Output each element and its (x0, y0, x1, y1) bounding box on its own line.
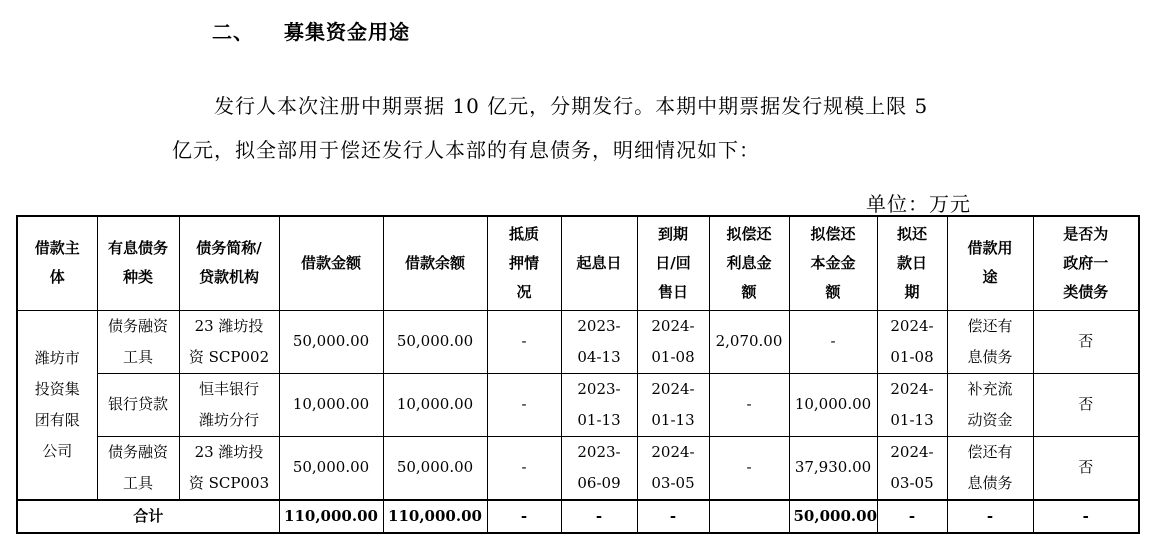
gov-debt-cell: 否 (1033, 373, 1139, 436)
start-date-cell: 2023- 06-09 (561, 436, 637, 500)
debt-name-cell: 23 潍坊投 资 SCP003 (179, 436, 279, 500)
total-collateral: - (487, 500, 561, 533)
total-balance: 110,000.00 (383, 500, 487, 533)
header-cell: 到期 日/回 售日 (637, 216, 709, 310)
use-cell: 偿还有 息债务 (947, 310, 1033, 373)
interest-cell: - (709, 436, 789, 500)
total-repay-date: - (877, 500, 947, 533)
amount-cell: 50,000.00 (279, 310, 383, 373)
table-row (17, 310, 1139, 373)
amount-cell: 10,000.00 (279, 373, 383, 436)
principal-cell: 37,930.00 (789, 436, 877, 500)
header-cell: 借款用 途 (947, 216, 1033, 310)
debt-type-cell: 债务融资 工具 (97, 436, 179, 500)
header-row (17, 216, 1139, 310)
debt-type-cell: 银行贷款 (97, 373, 179, 436)
maturity-date-cell: 2024- 01-13 (637, 373, 709, 436)
start-date-cell: 2023- 01-13 (561, 373, 637, 436)
header-cell: 借款金额 (279, 216, 383, 310)
header-cell: 借款主 体 (17, 216, 97, 310)
repay-date-cell: 2024- 03-05 (877, 436, 947, 500)
header-cell: 抵质 押情 况 (487, 216, 561, 310)
principal-cell: 10,000.00 (789, 373, 877, 436)
total-start: - (561, 500, 637, 533)
header-cell: 起息日 (561, 216, 637, 310)
maturity-date-cell: 2024- 03-05 (637, 436, 709, 500)
balance-cell: 50,000.00 (383, 436, 487, 500)
section-title: 募集资金用途 (284, 20, 410, 44)
amount-cell: 50,000.00 (279, 436, 383, 500)
header-cell: 是否为 政府一 类债务 (1033, 216, 1139, 310)
table-row (17, 373, 1139, 436)
table-row (17, 436, 1139, 500)
gov-debt-cell: 否 (1033, 436, 1139, 500)
debt-detail-table (16, 215, 1140, 534)
collateral-cell: - (487, 436, 561, 500)
debt-type-cell: 债务融资 工具 (97, 310, 179, 373)
repay-date-cell: 2024- 01-13 (877, 373, 947, 436)
maturity-date-cell: 2024- 01-08 (637, 310, 709, 373)
collateral-cell: - (487, 310, 561, 373)
debt-name-cell: 恒丰银行 潍坊分行 (179, 373, 279, 436)
unit-label: 单位：万元 (866, 192, 971, 216)
collateral-cell: - (487, 373, 561, 436)
paragraph-line-1: 发行人本次注册中期票据 10 亿元，分期发行。本期中期票据发行规模上限 5 (214, 94, 929, 118)
use-cell: 偿还有 息债务 (947, 436, 1033, 500)
total-use: - (947, 500, 1033, 533)
balance-cell: 50,000.00 (383, 310, 487, 373)
total-principal: 50,000.00 (789, 500, 877, 533)
total-row (17, 500, 1139, 533)
section-number: 二、 (212, 20, 254, 44)
total-maturity: - (637, 500, 709, 533)
section-heading (212, 16, 410, 45)
interest-cell: 2,070.00 (709, 310, 789, 373)
header-cell: 借款余额 (383, 216, 487, 310)
header-cell: 有息债务 种类 (97, 216, 179, 310)
start-date-cell: 2023- 04-13 (561, 310, 637, 373)
debt-name-cell: 23 潍坊投 资 SCP002 (179, 310, 279, 373)
total-amount: 110,000.00 (279, 500, 383, 533)
gov-debt-cell: 否 (1033, 310, 1139, 373)
borrower-cell: 潍坊市 投资集 团有限 公司 (17, 310, 97, 500)
repay-date-cell: 2024- 01-08 (877, 310, 947, 373)
total-label: 合计 (17, 500, 279, 533)
header-cell: 拟偿还 本金金 额 (789, 216, 877, 310)
total-gov: - (1033, 500, 1139, 533)
use-cell: 补充流 动资金 (947, 373, 1033, 436)
header-cell: 拟还 款日 期 (877, 216, 947, 310)
balance-cell: 10,000.00 (383, 373, 487, 436)
header-cell: 债务简称/ 贷款机构 (179, 216, 279, 310)
header-cell: 拟偿还 利息金 额 (709, 216, 789, 310)
paragraph-line-2: 亿元，拟全部用于偿还发行人本部的有息债务，明细情况如下： (172, 138, 760, 162)
interest-cell: - (709, 373, 789, 436)
total-interest (709, 500, 789, 533)
principal-cell: - (789, 310, 877, 373)
